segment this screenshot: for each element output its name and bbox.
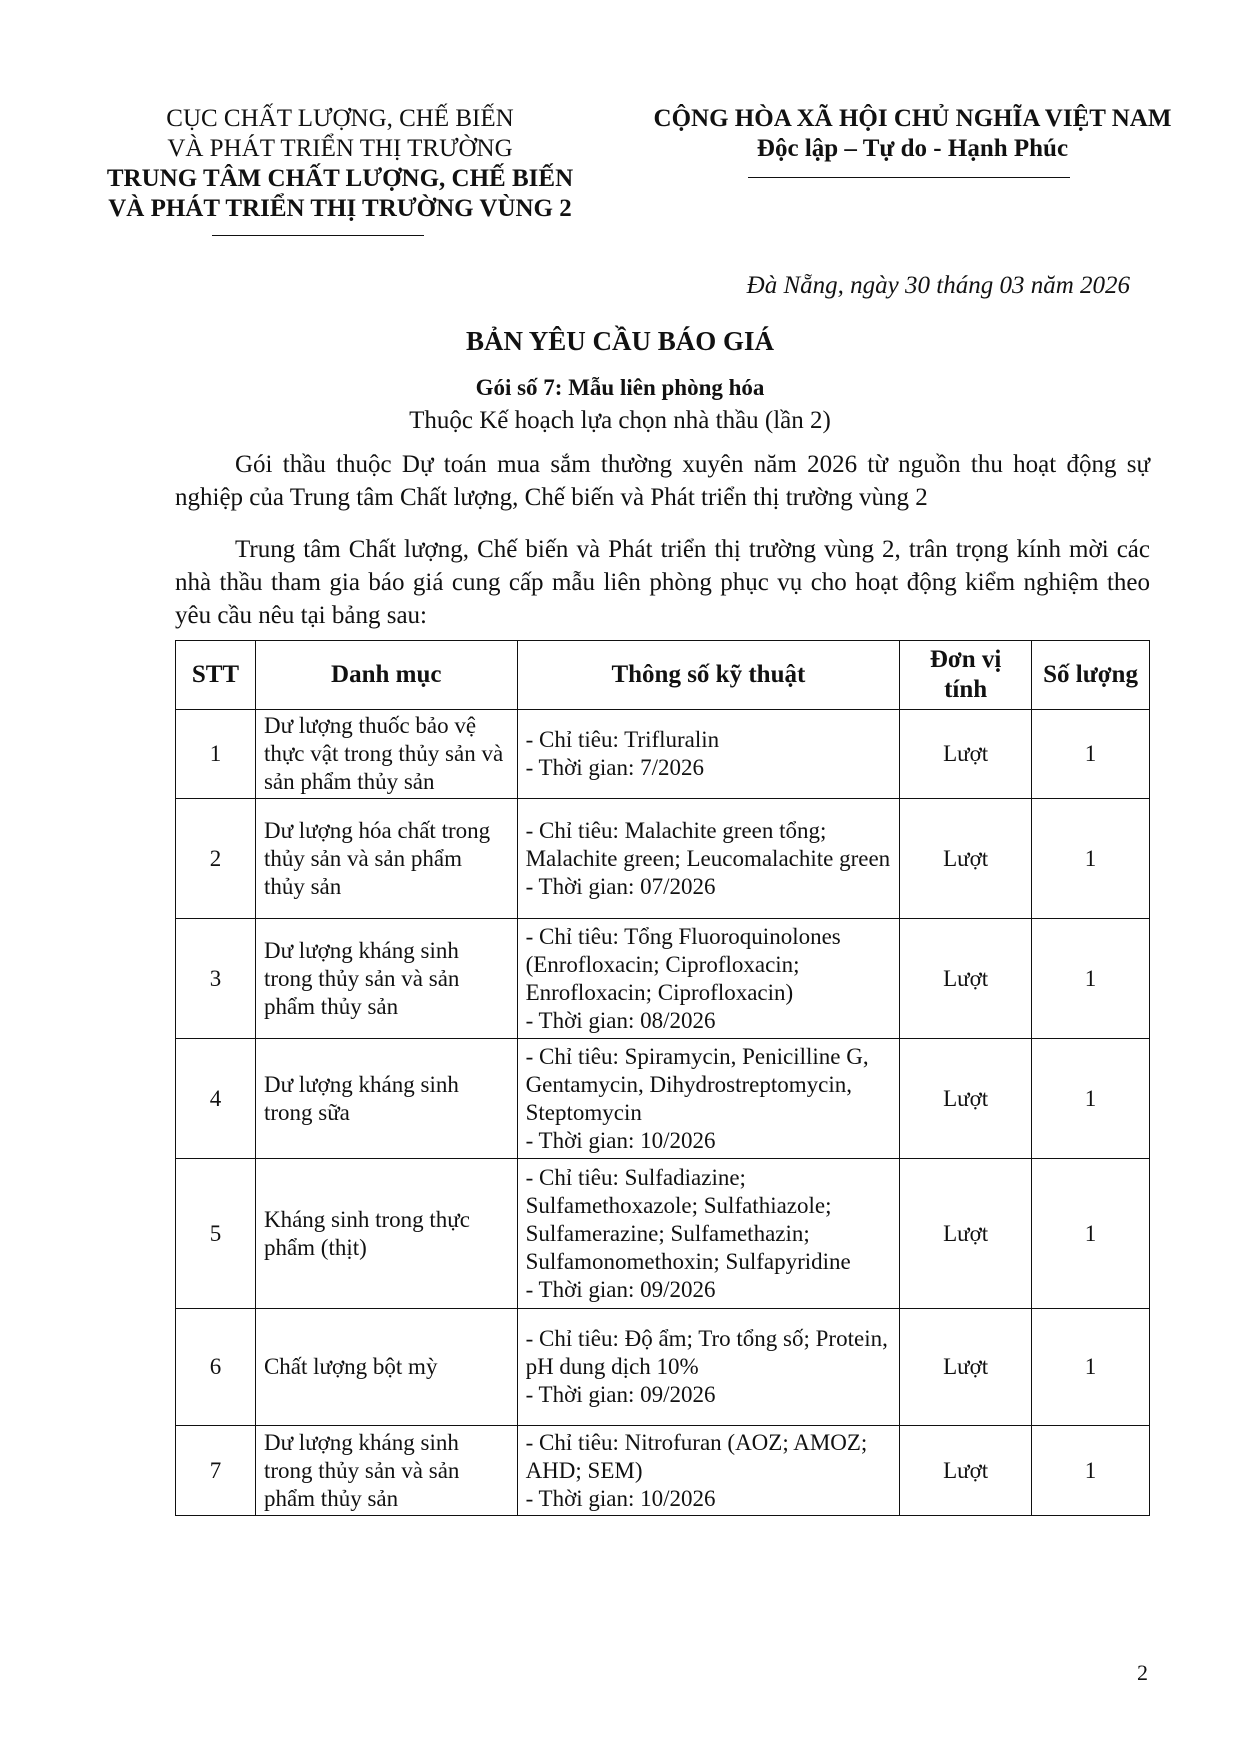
cell-danh-muc: Dư lượng kháng sinh trong sữa (255, 1039, 517, 1159)
cell-so-luong: 1 (1032, 919, 1150, 1039)
spec-line: - Chỉ tiêu: Sulfadiazine; Sulfamethoxazole; Sulfathiazole; Sulfamerazine; Sulfamethazin; Sulfamonomethoxin; Sulfapyridine (525, 1164, 851, 1274)
national-header (625, 104, 1200, 164)
cell-danh-muc: Dư lượng kháng sinh trong thủy sản và sản phẩm thủy sản (255, 919, 517, 1039)
table-header-row (176, 641, 1150, 710)
national-motto: Độc lập – Tự do - Hạnh Phúc (756, 135, 1069, 162)
spec-line: - Thời gian: 09/2026 (525, 1382, 716, 1407)
cell-danh-muc: Kháng sinh trong thực phẩm (thịt) (255, 1159, 517, 1309)
cell-stt: 7 (176, 1426, 256, 1516)
agency-line-1: CỤC CHẤT LƯỢNG, CHẾ BIẾN (166, 105, 514, 132)
spec-line: - Thời gian: 10/2026 (525, 1485, 716, 1511)
table-row (176, 1159, 1150, 1309)
col-header-danh-muc: Danh mục (255, 641, 517, 710)
cell-don-vi: Lượt (900, 710, 1032, 799)
spec-line: - Chỉ tiêu: Nitrofuran (AOZ; AMOZ; AHD; SEM) (525, 1429, 868, 1483)
center-line-2: VÀ PHÁT TRIỂN THỊ TRƯỜNG VÙNG 2 (108, 195, 572, 222)
requirements-table (175, 640, 1150, 1516)
cell-so-luong: 1 (1032, 1309, 1150, 1426)
agency-underline (212, 235, 424, 236)
agency-line-2: VÀ PHÁT TRIỂN THỊ TRƯỜNG (167, 135, 513, 162)
cell-stt: 4 (176, 1039, 256, 1159)
cell-stt: 6 (176, 1309, 256, 1426)
table-row (176, 710, 1150, 799)
document-title: BẢN YÊU CẦU BÁO GIÁ (465, 326, 775, 356)
intro-paragraph-1: Gói thầu thuộc Dự toán mua sắm thường xuyên năm 2026 từ nguồn thu hoạt động sự nghiệp của Trung tâm Chất lượng, Chế biến và Phát triển thị trường vùng 2 (175, 451, 1150, 511)
package-title: Gói số 7: Mẫu liên phòng hóa (475, 375, 765, 400)
cell-so-luong: 1 (1032, 710, 1150, 799)
page-number: 2 (1137, 1660, 1148, 1685)
spec-line: - Thời gian: 09/2026 (525, 1276, 716, 1302)
cell-so-luong: 1 (1032, 799, 1150, 919)
cell-stt: 3 (176, 919, 256, 1039)
cell-thong-so (517, 1159, 900, 1309)
cell-don-vi: Lượt (900, 1309, 1032, 1426)
cell-don-vi: Lượt (900, 1039, 1032, 1159)
cell-don-vi: Lượt (900, 799, 1032, 919)
spec-line: - Thời gian: 08/2026 (525, 1007, 716, 1033)
col-header-don-vi: Đơn vị tính (900, 641, 1032, 710)
cell-thong-so (517, 1039, 900, 1159)
cell-thong-so (517, 799, 900, 919)
cell-so-luong: 1 (1032, 1159, 1150, 1309)
agency-header (70, 104, 610, 224)
spec-line: - Chỉ tiêu: Độ ẩm; Tro tổng số; Protein, pH dung dịch 10% (525, 1326, 888, 1379)
cell-danh-muc: Dư lượng thuốc bảo vệ thực vật trong thủy sản và sản phẩm thủy sản (255, 710, 517, 799)
cell-don-vi: Lượt (900, 1426, 1032, 1516)
center-line-1: TRUNG TÂM CHẤT LƯỢNG, CHẾ BIẾN (106, 165, 574, 192)
cell-so-luong: 1 (1032, 1039, 1150, 1159)
cell-don-vi: Lượt (900, 919, 1032, 1039)
cell-stt: 5 (176, 1159, 256, 1309)
cell-danh-muc: Dư lượng kháng sinh trong thủy sản và sản phẩm thủy sản (255, 1426, 517, 1516)
col-header-so-luong: Số lượng (1032, 641, 1150, 710)
cell-stt: 2 (176, 799, 256, 919)
spec-line: - Thời gian: 10/2026 (525, 1127, 716, 1153)
table-row (176, 799, 1150, 919)
cell-don-vi: Lượt (900, 1159, 1032, 1309)
cell-stt: 1 (176, 710, 256, 799)
table-row (176, 1426, 1150, 1516)
cell-so-luong: 1 (1032, 1426, 1150, 1516)
national-title: CỘNG HÒA XÃ HỘI CHỦ NGHĨA VIỆT NAM (653, 105, 1172, 132)
table-row (176, 1309, 1150, 1426)
cell-danh-muc: Chất lượng bột mỳ (255, 1309, 517, 1426)
package-subtitle: Thuộc Kế hoạch lựa chọn nhà thầu (lần 2) (409, 407, 831, 434)
table-row (176, 919, 1150, 1039)
spec-line: - Thời gian: 07/2026 (525, 873, 716, 899)
cell-thong-so (517, 1309, 900, 1426)
spec-line: - Chỉ tiêu: Spiramycin, Penicilline G, Gentamycin, Dihydrostreptomycin, Steptomycin (525, 1043, 869, 1125)
cell-danh-muc: Dư lượng hóa chất trong thủy sản và sản phẩm thủy sản (255, 799, 517, 919)
cell-thong-so (517, 1426, 900, 1516)
table-row (176, 1039, 1150, 1159)
col-header-stt: STT (176, 641, 256, 710)
document-date: Đà Nẵng, ngày 30 tháng 03 năm 2026 (746, 272, 1130, 299)
spec-line: - Chỉ tiêu: Tổng Fluoroquinolones (Enrofloxacin; Ciprofloxacin; Enrofloxacin; Ciprofloxacin) (525, 923, 841, 1005)
cell-thong-so (517, 710, 900, 799)
cell-thong-so (517, 919, 900, 1039)
spec-line: - Thời gian: 7/2026 (525, 755, 705, 780)
motto-underline (748, 177, 1070, 178)
intro-paragraph-2: Trung tâm Chất lượng, Chế biến và Phát triển thị trường vùng 2, trân trọng kính mời các nhà thầu tham gia báo giá cung cấp mẫu liên phòng phục vụ cho hoạt động kiểm nghiệm theo yêu cầu nêu tại bảng sau: (175, 536, 1150, 629)
spec-line: - Chỉ tiêu: Malachite green tổng; Malachite green; Leucomalachite green (525, 817, 891, 871)
spec-line: - Chỉ tiêu: Trifluralin (525, 727, 720, 752)
col-header-thong-so: Thông số kỹ thuật (517, 641, 900, 710)
